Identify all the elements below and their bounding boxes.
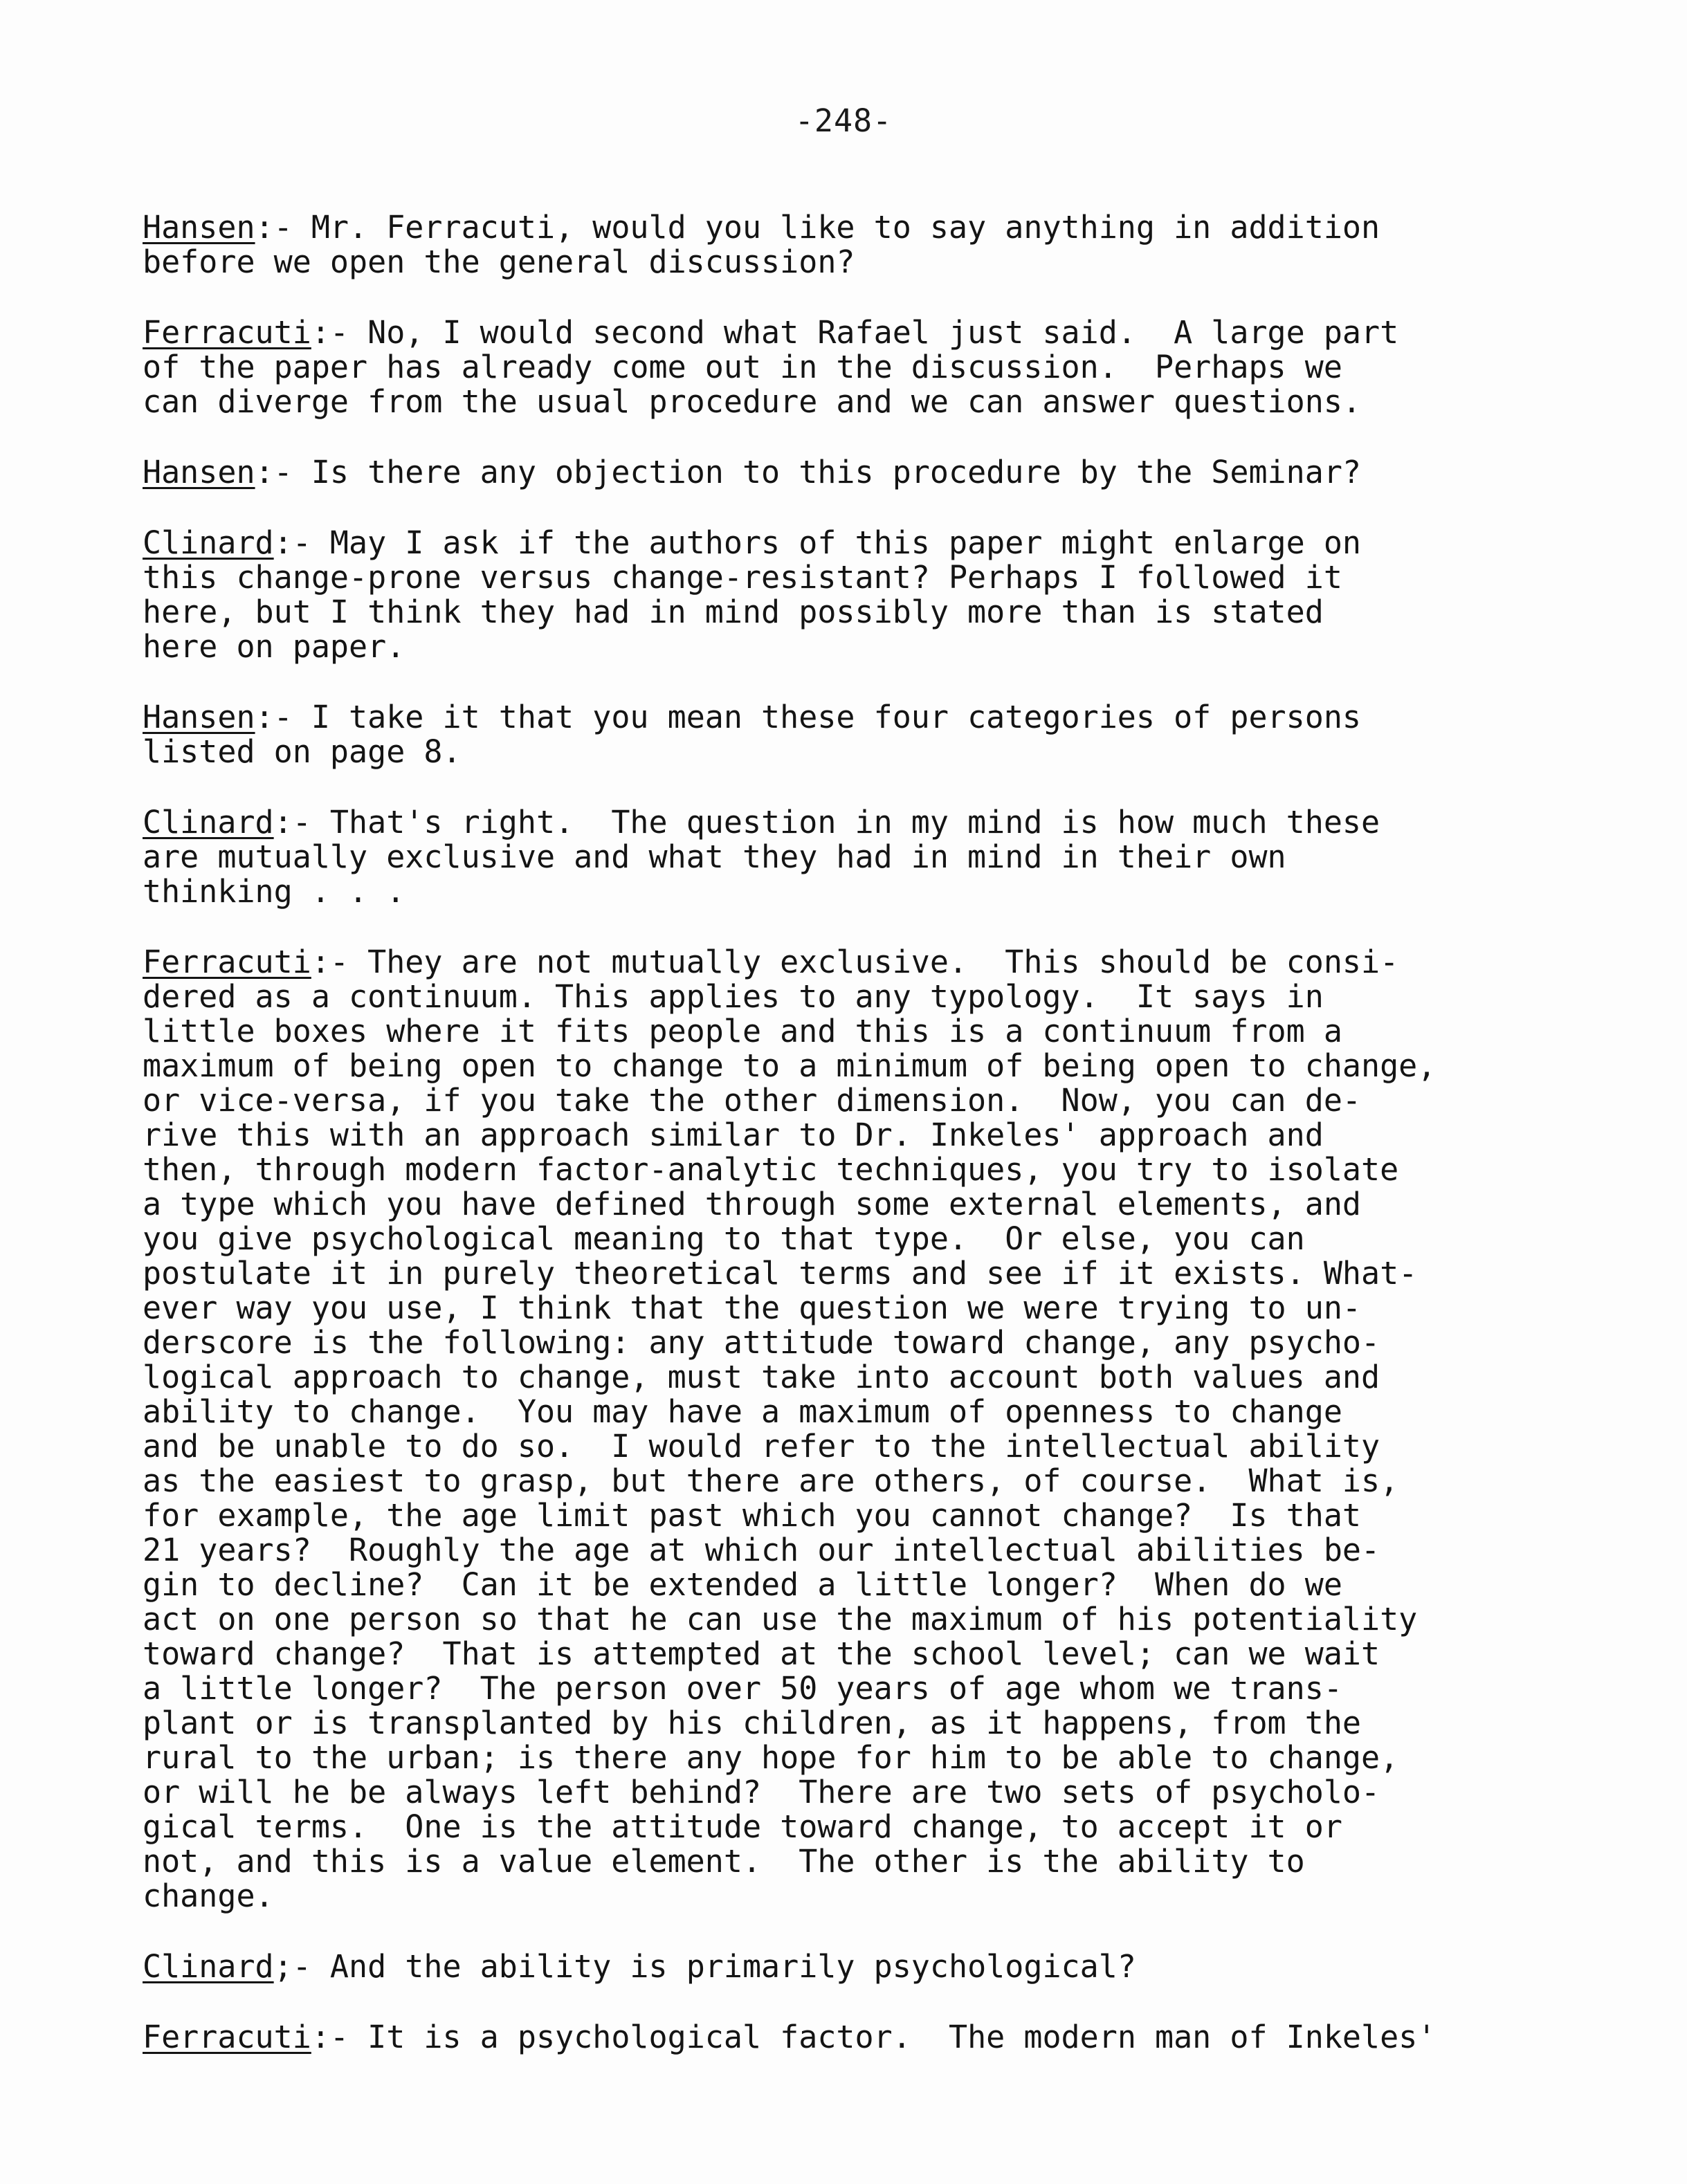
text-line: you give psychological meaning to that type. Or else, you can <box>143 1220 1305 1257</box>
dialogue-turn <box>143 455 1568 490</box>
text-line: before we open the general discussion? <box>143 244 855 280</box>
speaker-separator: :- <box>311 2019 349 2055</box>
line-text: That's right. The question in my mind is how much these <box>311 804 1380 841</box>
dialogue-turn <box>143 700 1568 769</box>
text-line: logical approach to change, must take into account both values and <box>143 1359 1380 1395</box>
text-line: toward change? That is attempted at the school level; can we wait <box>143 1635 1380 1672</box>
speaker-separator: :- <box>255 699 293 735</box>
text-line: as the easiest to grasp, but there are others, of course. What is, <box>143 1462 1399 1499</box>
dialogue-turn <box>143 2020 1568 2055</box>
page-number: -248- <box>794 102 893 139</box>
speaker-separator: :- <box>255 454 293 490</box>
line-text: They are not mutually exclusive. This should be consi- <box>349 944 1399 980</box>
speaker-name: Hansen <box>143 454 255 490</box>
line-text: I take it that you mean these four categories of persons <box>292 699 1362 735</box>
speaker-name: Clinard <box>143 524 274 561</box>
text-line: for example, the age limit past which you cannot change? Is that <box>143 1497 1361 1534</box>
speaker-separator: :- <box>273 524 311 561</box>
text-line <box>143 455 1568 490</box>
speaker-separator: :- <box>311 944 349 980</box>
text-line: dered as a continuum. This applies to any typology. It says in <box>143 978 1324 1015</box>
text-line: postulate it in purely theoretical terms and see if it exists. What- <box>143 1255 1418 1292</box>
dialogue-turn <box>143 526 1568 664</box>
text-line: change. <box>143 1878 274 1914</box>
text-line: thinking . . . <box>143 873 405 910</box>
text-line <box>143 1949 1568 1984</box>
text-line: ability to change. You may have a maximum of openness to change <box>143 1393 1342 1430</box>
text-line: not, and this is a value element. The other is the ability to <box>143 1843 1305 1880</box>
transcript <box>143 210 1568 2055</box>
text-line: plant or is transplanted by his children, as it happens, from the <box>143 1705 1361 1741</box>
text-line <box>143 945 1568 980</box>
line-text: No, I would second what Rafael just said. A large part <box>349 314 1399 351</box>
text-line <box>143 700 1568 735</box>
text-line: or vice-versa, if you take the other dimension. Now, you can de- <box>143 1082 1361 1119</box>
speaker-name: Clinard <box>143 804 274 841</box>
speaker-name: Ferracuti <box>143 314 311 351</box>
dialogue-turn <box>143 945 1568 1914</box>
dialogue-turn <box>143 210 1568 279</box>
text-line: gical terms. One is the attitude toward change, to accept it or <box>143 1808 1342 1845</box>
text-line <box>143 315 1568 350</box>
text-line: rive this with an approach similar to Dr. Inkeles' approach and <box>143 1117 1324 1153</box>
text-line: little boxes where it fits people and this is a continuum from a <box>143 1013 1342 1049</box>
speaker-name: Hansen <box>143 209 255 246</box>
dialogue-turn <box>143 315 1568 419</box>
line-text: And the ability is primarily psychological? <box>311 1948 1136 1985</box>
line-text: Is there any objection to this procedure by the Seminar? <box>292 454 1362 490</box>
speaker-separator: ;- <box>273 1948 311 1985</box>
text-line: maximum of being open to change to a minimum of being open to change, <box>143 1047 1437 1084</box>
text-line: act on one person so that he can use the maximum of his potentiality <box>143 1601 1418 1637</box>
text-line: this change-prone versus change-resistant? Perhaps I followed it <box>143 559 1342 596</box>
text-line: of the paper has already come out in the discussion. Perhaps we <box>143 349 1342 385</box>
speaker-separator: :- <box>311 314 349 351</box>
line-text: Mr. Ferracuti, would you like to say anything in addition <box>292 209 1380 246</box>
text-line: gin to decline? Can it be extended a little longer? When do we <box>143 1566 1342 1603</box>
line-text: May I ask if the authors of this paper might enlarge on <box>311 524 1362 561</box>
text-line: listed on page 8. <box>143 733 462 770</box>
text-line <box>143 210 1568 245</box>
text-line <box>143 526 1568 560</box>
dialogue-turn <box>143 805 1568 909</box>
speaker-name: Ferracuti <box>143 2019 311 2055</box>
text-line: and be unable to do so. I would refer to the intellectual ability <box>143 1428 1380 1465</box>
speaker-separator: :- <box>273 804 311 841</box>
speaker-name: Clinard <box>143 1948 274 1985</box>
text-line <box>143 805 1568 840</box>
text-line: rural to the urban; is there any hope for him to be able to change, <box>143 1739 1399 1776</box>
dialogue-turn <box>143 1949 1568 1984</box>
text-line: here, but I think they had in mind possibly more than is stated <box>143 594 1324 630</box>
speaker-name: Hansen <box>143 699 255 735</box>
text-line: can diverge from the usual procedure and we can answer questions. <box>143 383 1361 420</box>
speaker-name: Ferracuti <box>143 944 311 980</box>
text-line <box>143 2020 1568 2055</box>
text-line: 21 years? Roughly the age at which our intellectual abilities be- <box>143 1532 1380 1568</box>
speaker-separator: :- <box>255 209 293 246</box>
text-line: then, through modern factor-analytic techniques, you try to isolate <box>143 1151 1399 1188</box>
line-text: It is a psychological factor. The modern man of Inkeles' <box>349 2019 1437 2055</box>
text-line: or will he be always left behind? There are two sets of psycholo- <box>143 1774 1380 1810</box>
text-line: are mutually exclusive and what they had in mind in their own <box>143 838 1286 875</box>
text-line: derscore is the following: any attitude toward change, any psycho- <box>143 1324 1380 1361</box>
text-line: here on paper. <box>143 628 405 665</box>
text-line: a type which you have defined through some external elements, and <box>143 1186 1361 1222</box>
text-line: ever way you use, I think that the question we were trying to un- <box>143 1290 1361 1326</box>
text-line: a little longer? The person over 50 years of age whom we trans- <box>143 1670 1342 1707</box>
